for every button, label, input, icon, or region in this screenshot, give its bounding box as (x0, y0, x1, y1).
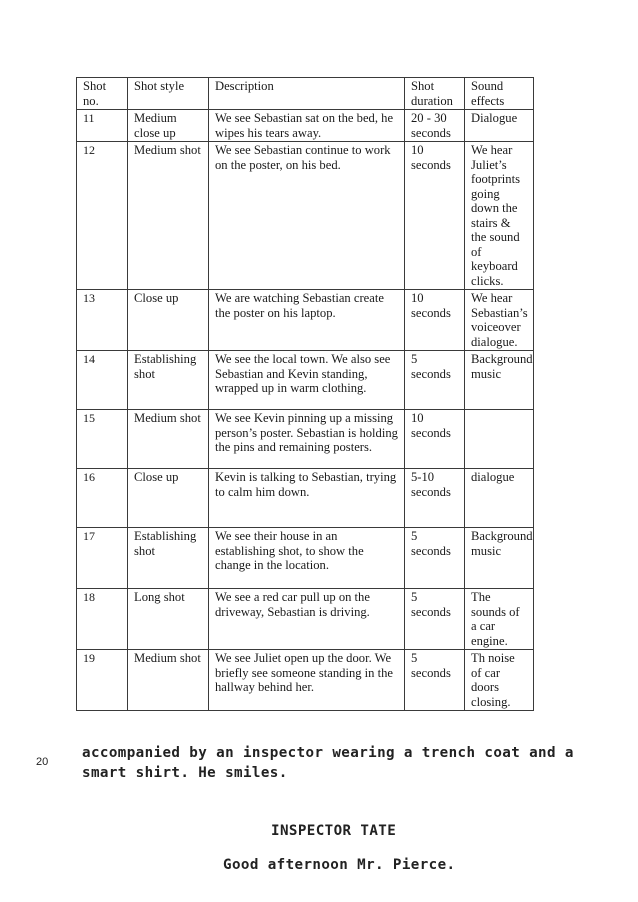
cell-description: We see Sebastian continue to work on the poster, on his bed. (209, 142, 405, 290)
cell-shot-no: 15 (77, 410, 128, 469)
cell-description: We are watching Sebastian create the poster on his laptop. (209, 290, 405, 351)
cell-description: We see Sebastian sat on the bed, he wipes his tears away. (209, 110, 405, 142)
cell-shot-style: Medium shot (128, 650, 209, 711)
cell-shot-duration: 10 seconds (405, 410, 465, 469)
cell-shot-style: Medium shot (128, 410, 209, 469)
table-row (77, 650, 534, 711)
cell-shot-style: Long shot (128, 589, 209, 650)
cell-sound-effects: dialogue (465, 469, 534, 528)
cell-shot-style: Medium close up (128, 110, 209, 142)
table-row (77, 351, 534, 410)
cell-shot-style: Medium shot (128, 142, 209, 290)
header-shot-style: Shot style (128, 78, 209, 110)
cell-description: Kevin is talking to Sebastian, trying to calm him down. (209, 469, 405, 528)
cell-shot-no: 12 (77, 142, 128, 290)
cell-shot-style: Establishing shot (128, 528, 209, 589)
header-shot-duration: Shot duration (405, 78, 465, 110)
cell-sound-effects (465, 410, 534, 469)
cell-shot-duration: 10 seconds (405, 290, 465, 351)
cell-description: We see their house in an establishing shot, to show the change in the location. (209, 528, 405, 589)
cell-sound-effects: Background music (465, 351, 534, 410)
cell-shot-duration: 5-10 seconds (405, 469, 465, 528)
cell-shot-style: Establishing shot (128, 351, 209, 410)
cell-sound-effects: Background music (465, 528, 534, 589)
cell-shot-no: 13 (77, 290, 128, 351)
cell-shot-style: Close up (128, 290, 209, 351)
cell-description: We see the local town. We also see Sebastian and Kevin standing, wrapped up in warm clothing. (209, 351, 405, 410)
header-shot-no: Shot no. (77, 78, 128, 110)
cell-shot-style: Close up (128, 469, 209, 528)
cell-shot-no: 19 (77, 650, 128, 711)
cell-shot-duration: 10 seconds (405, 142, 465, 290)
cell-shot-duration: 5 seconds (405, 528, 465, 589)
table-row (77, 528, 534, 589)
cell-shot-no: 17 (77, 528, 128, 589)
cell-sound-effects: Th noise of car doors closing. (465, 650, 534, 711)
table-row (77, 142, 534, 290)
cell-sound-effects: The sounds of a car engine. (465, 589, 534, 650)
header-description: Description (209, 78, 405, 110)
table-row (77, 589, 534, 650)
table-row (77, 110, 534, 142)
cell-shot-duration: 5 seconds (405, 589, 465, 650)
script-dialogue: Good afternoon Mr. Pierce. (223, 857, 456, 873)
cell-sound-effects: We hear Sebastian’s voiceover dialogue. (465, 290, 534, 351)
cell-shot-duration: 5 seconds (405, 351, 465, 410)
table-row (77, 469, 534, 528)
cell-sound-effects: We hear Juliet’s footprints going down the stairs & the sound of keyboard clicks. (465, 142, 534, 290)
script-action-text: accompanied by an inspector wearing a trench coat and a smart shirt. He smiles. (82, 745, 574, 781)
table-row (77, 410, 534, 469)
cell-description: We see Juliet open up the door. We briefly see someone standing in the hallway behind her. (209, 650, 405, 711)
script-character-name: INSPECTOR TATE (271, 823, 397, 839)
cell-shot-no: 11 (77, 110, 128, 142)
header-sound-effects: Sound effects (465, 78, 534, 110)
cell-shot-duration: 5 seconds (405, 650, 465, 711)
cell-shot-duration: 20 - 30 seconds (405, 110, 465, 142)
cell-sound-effects: Dialogue (465, 110, 534, 142)
cell-shot-no: 16 (77, 469, 128, 528)
table-header-row (77, 78, 534, 110)
cell-shot-no: 18 (77, 589, 128, 650)
shot-list-table (76, 77, 534, 711)
table-row (77, 290, 534, 351)
cell-description: We see a red car pull up on the driveway, Sebastian is driving. (209, 589, 405, 650)
cell-shot-no: 14 (77, 351, 128, 410)
page-number: 20 (36, 756, 49, 768)
cell-description: We see Kevin pinning up a missing person’s poster. Sebastian is holding the pins and remaining posters. (209, 410, 405, 469)
